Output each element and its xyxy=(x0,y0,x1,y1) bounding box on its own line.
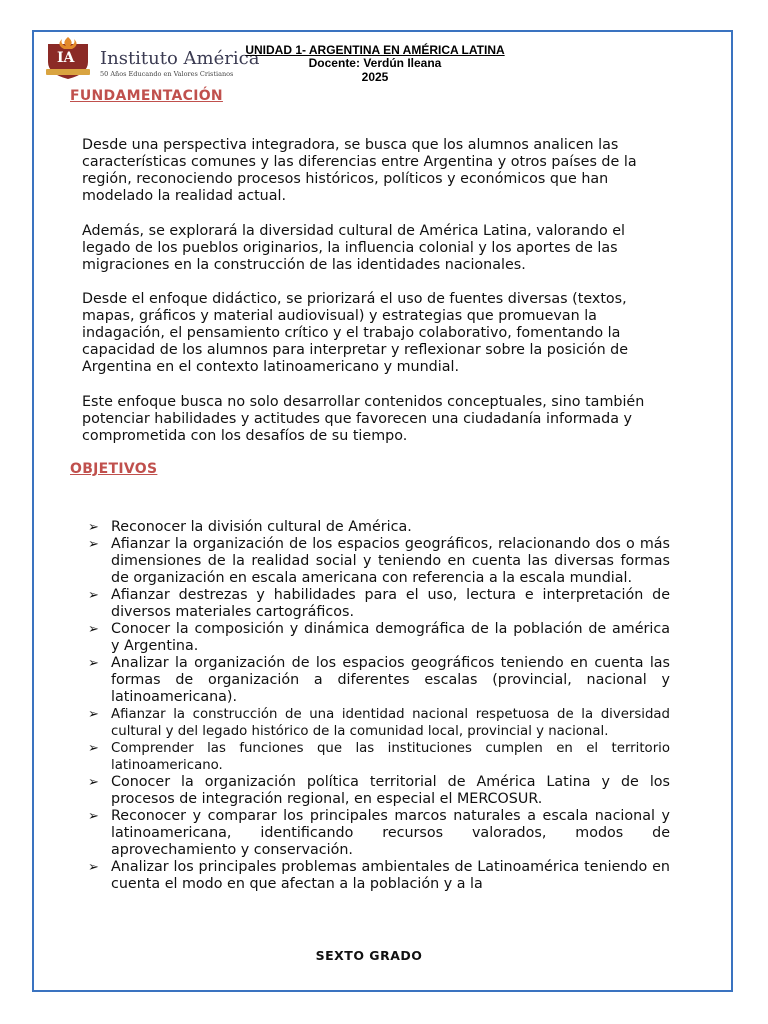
list-item: ➢ Afianzar la construcción de una identidad nacional respetuosa de la diversidad cultural y del legado histórico de la comunidad local, provincial y nacional. xyxy=(88,707,670,739)
objetivos-title: OBJETIVOS xyxy=(70,461,158,477)
list-item: ➢ Analizar los principales problemas ambientales de Latinoamérica teniendo en cuenta el modo en que afectan a la población y a la xyxy=(88,859,670,892)
list-item: ➢ Comprender las funciones que las instituciones cumplen en el territorio latinoamericano. xyxy=(88,741,670,773)
arrow-bullet-icon: ➢ xyxy=(88,707,99,722)
fundamentacion-paragraph: Desde una perspectiva integradora, se busca que los alumnos analicen las características comunes y las diferencias entre Argentina y otros países de la región, reconociendo procesos históricos, políticos y económicos que han modelado la realidad actual. xyxy=(82,137,637,204)
list-item: ➢ Reconocer y comparar los principales marcos naturales a escala nacional y latinoamericana, identificando recursos valorados, modos de aprovechamiento y conservación. xyxy=(88,808,670,858)
logo-tagline: 50 Años Educando en Valores Cristianos xyxy=(100,70,234,78)
teacher-name: Docente: Verdún Ileana xyxy=(308,56,442,70)
fundamentacion-title: FUNDAMENTACIÓN xyxy=(70,88,223,104)
list-item: ➢ Analizar la organización de los espacios geográficos teniendo en cuenta las formas de organización a diferentes escalas (provincial, nacional y latinoamericana). xyxy=(88,655,670,705)
list-item: ➢ Conocer la composición y dinámica demográfica de la población de américa y Argentina. xyxy=(88,621,670,654)
grade-label: SEXTO GRADO xyxy=(315,948,423,963)
logo-name: Instituto América xyxy=(100,48,260,69)
list-item: ➢ Reconocer la división cultural de América. xyxy=(88,519,412,535)
list-item: ➢ Afianzar destrezas y habilidades para el uso, lectura e interpretación de diversos materiales cartográficos. xyxy=(88,587,670,620)
fundamentacion-paragraph: Este enfoque busca no solo desarrollar contenidos conceptuales, sino también potenciar habilidades y actitudes que favorecen una ciudadanía informada y comprometida con los desafíos de su tiempo. xyxy=(82,394,645,444)
arrow-bullet-icon: ➢ xyxy=(88,537,99,552)
logo-monogram: IA xyxy=(57,50,75,66)
school-year: 2025 xyxy=(361,70,389,84)
arrow-bullet-icon: ➢ xyxy=(88,775,99,790)
fundamentacion-paragraph: Además, se explorará la diversidad cultural de América Latina, valorando el legado de los pueblos originarios, la influencia colonial y los aportes de las migraciones en la construcción de las identidades nacionales. xyxy=(82,223,626,273)
list-item: ➢ Conocer la organización política territorial de América Latina y de los procesos de integración regional, en especial el MERCOSUR. xyxy=(88,774,670,807)
arrow-bullet-icon: ➢ xyxy=(88,809,99,824)
objetivos-list xyxy=(88,519,670,893)
arrow-bullet-icon: ➢ xyxy=(88,588,99,603)
arrow-bullet-icon: ➢ xyxy=(88,741,99,756)
arrow-bullet-icon: ➢ xyxy=(88,656,99,671)
fundamentacion-paragraph: Desde el enfoque didáctico, se priorizará el uso de fuentes diversas (textos, mapas, gráficos y material audiovisual) y estrategias que promuevan la indagación, el pensamiento crítico y el trabajo colaborativo, fomentando la capacidad de los alumnos para interpretar y reflexionar sobre la posición de Argentina en el contexto latinoamericano y mundial. xyxy=(82,291,629,375)
unit-title: UNIDAD 1- ARGENTINA EN AMÉRICA LATINA xyxy=(245,43,505,57)
arrow-bullet-icon: ➢ xyxy=(88,520,99,535)
list-item: ➢ Afianzar la organización de los espacios geográficos, relacionando dos o más dimensiones de la realidad social y teniendo en cuenta las diversas formas de organización en escala americana con referencia a la escala mundial. xyxy=(88,536,670,586)
arrow-bullet-icon: ➢ xyxy=(88,860,99,875)
arrow-bullet-icon: ➢ xyxy=(88,622,99,637)
